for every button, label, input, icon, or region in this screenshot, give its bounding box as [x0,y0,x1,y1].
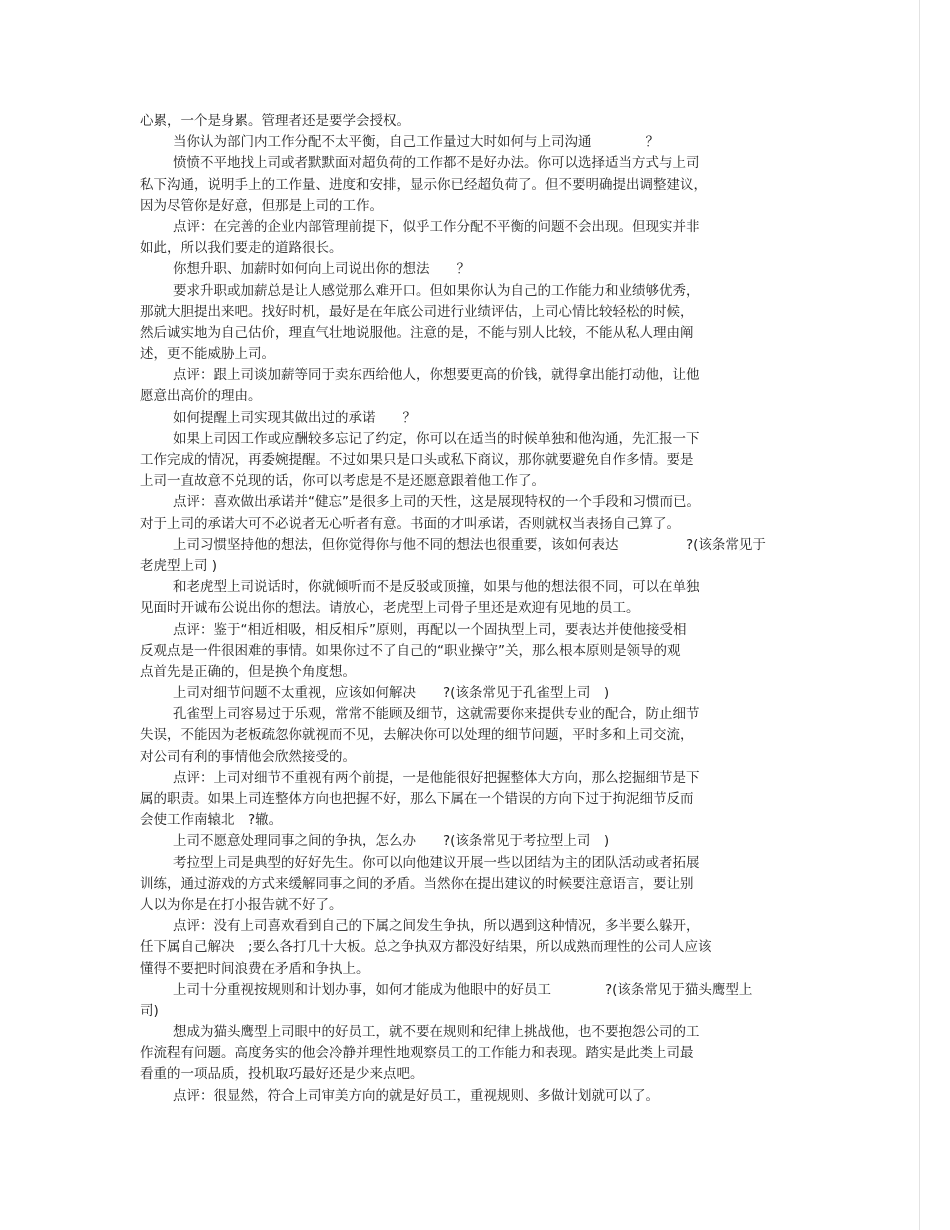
text-line: 会使工作南辕北 ?辙。 [140,812,283,829]
text-line: 上司一直故意不兑现的话，你可以考虑是不是还愿意跟着他工作了。 [140,473,545,490]
text-line: 要求升职或加薪总是让人感觉那么难开口。但如果你认为自己的工作能力和业绩够优秀， [173,282,700,299]
text-line: 孔雀型上司容易过于乐观，常常不能顾及细节，这就需要你来提供专业的配合，防止细节 [173,706,700,723]
question-heading: 你想升职、加薪时如何向上司说出你的想法 ？ [173,261,470,278]
text-line: 属的职责。如果上司连整体方向也把握不好，那么下属在一个错误的方向下过于拘泥细节反而 [140,791,694,807]
text-line: 愤愤不平地找上司或者默默面对超负荷的工作都不是好办法。你可以选择适当方式与上司 [173,155,700,172]
text-line: 想成为猫头鹰型上司眼中的好员工，就不要在规则和纪律上挑战他，也不要抱怨公司的工 [173,1024,700,1041]
text-line: 考拉型上司是典型的好好先生。你可以向他建议开展一些以团结为主的团队活动或者拓展 [173,854,700,871]
text-line: 人以为你是在打小报告就不好了。 [140,896,343,913]
question-heading: 上司十分重视按规则和计划办事，如何才能成为他眼中的好员工 ?(该条常见于猫头鹰型上 [173,981,753,998]
text-line: 失误，不能因为老板疏忽你就视而不见，去解决你可以处理的细节问题，平时多和上司交流， [140,727,694,744]
question-heading: 上司习惯坚持他的想法，但你觉得你与他不同的想法也很重要，该如何表达 ?(该条常见于 [173,536,766,553]
text-line: 述，更不能威胁上司。 [140,346,275,363]
question-heading: 上司不愿意处理同事之间的争执，怎么办 ?(该条常见于考拉型上司 ) [173,833,610,850]
text-line: 因为尽管你是好意，但那是上司的工作。 [140,197,383,214]
text-line: 如此，所以我们要走的道路很长。 [140,240,343,257]
text-line: 作流程有问题。高度务实的他会冷静并理性地观察员工的工作能力和表现。踏实是此类上司最 [140,1045,694,1062]
text-line: 任下属自己解决 ;要么各打几十大板。总之争执双方都没好结果，所以成熟而理性的公司人应该 [140,939,712,956]
comment-line: 点评：喜欢做出承诺并“健忘”是很多上司的天性，这是展现特权的一个手段和习惯而已。 [173,494,700,511]
text-line: 私下沟通，说明手上的工作量、进度和安排，显示你已经超负荷了。但不要明确提出调整建议， [140,176,707,193]
text-line: 训练，通过游戏的方式来缓解同事之间的矛盾。当然你在提出建议的时候要注意语言，要让别 [140,875,694,892]
text-line: 工作完成的情况，再委婉提醒。不过如果只是口头或私下商议，那你就要避免自作多情。要是 [140,452,694,468]
text-line: 点首先是正确的，但是换个角度想。 [140,663,356,680]
question-heading: 当你认为部门内工作分配不太平衡，自己工作量过大时如何与上司沟通 ？ [173,134,659,151]
text-line: 心累，一个是身累。管理者还是要学会授权。 [140,113,410,129]
text-line: 老虎型上司 ) [140,557,218,574]
text-line: 然后诚实地为自己估价，理直气壮地说服他。注意的是，不能与别人比较，不能从私人理由阐 [140,324,694,341]
comment-line: 点评：很显然，符合上司审美方向的就是好员工，重视规则、多做计划就可以了。 [173,1087,659,1104]
text-line: 那就大胆提出来吧。找好时机，最好是在年底公司进行业绩评估，上司心情比较轻松的时候， [140,303,694,320]
text-line: 反观点是一件很困难的事情。如果你过不了自己的“职业操守”关，那么根本原则是领导的观 [140,642,681,659]
comment-line: 点评：鉴于“相近相吸，相反相斥”原则，再配以一个固执型上司，要表达并使他接受相 [173,621,687,638]
text-line: 懂得不要把时间浪费在矛盾和争执上。 [140,960,370,977]
comment-line: 点评：没有上司喜欢看到自己的下属之间发生争执，所以遇到这种情况，多半要么躲开， [173,918,700,935]
text-line: 愿意出高价的理由。 [140,388,262,405]
text-line: 见面时开诚布公说出你的想法。请放心，老虎型上司骨子里还是欢迎有见地的员工。 [140,600,640,617]
body-text [140,111,820,1107]
text-line: 和老虎型上司说话时，你就倾听而不是反驳或顶撞，如果与他的想法很不同，可以在单独 [173,579,700,596]
question-heading: 上司对细节问题不太重视，应该如何解决 ?(该条常见于孔雀型上司 ) [173,685,610,702]
comment-line: 点评：跟上司谈加薪等同于卖东西给他人，你想要更高的价钱，就得拿出能打动他，让他 [173,367,700,384]
text-line: 看重的一项品质，投机取巧最好还是少来点吧。 [140,1066,424,1083]
text-line: 司) [140,1002,159,1019]
text-line: 对公司有利的事情他会欣然接受的。 [140,748,356,765]
comment-line: 点评：在完善的企业内部管理前提下，似乎工作分配不平衡的问题不会出现。但现实并非 [173,218,700,235]
comment-line: 点评：上司对细节不重视有两个前提，一是他能很好把握整体大方向，那么挖掘细节是下 [173,769,700,786]
question-heading: 如何提醒上司实现其做出过的承诺 ？ [173,409,416,426]
text-line: 如果上司因工作或应酬较多忘记了约定，你可以在适当的时候单独和他沟通，先汇报一下 [173,430,700,447]
text-line: 对于上司的承诺大可不必说者无心听者有意。书面的才叫承诺，否则就权当表扬自己算了。 [140,515,680,532]
page-edge-divider [919,0,920,1230]
